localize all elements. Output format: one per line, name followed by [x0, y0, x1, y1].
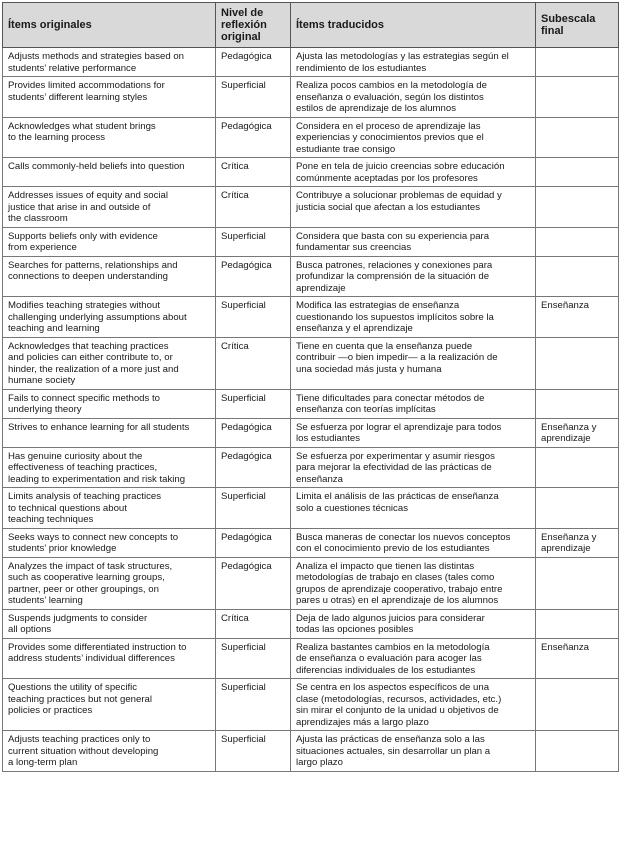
cell-translated-item: Limita el análisis de las prácticas de enseñanza solo a cuestiones técnicas — [291, 488, 536, 529]
cell-reflection-level: Crítica — [216, 337, 291, 389]
cell-reflection-level: Superficial — [216, 389, 291, 418]
cell-final-subscale — [536, 488, 619, 529]
cell-reflection-level: Crítica — [216, 187, 291, 228]
cell-reflection-level: Superficial — [216, 638, 291, 679]
table-row — [3, 158, 619, 187]
cell-final-subscale — [536, 609, 619, 638]
cell-reflection-level: Pedagógica — [216, 447, 291, 488]
cell-original-item: Acknowledges what student brings to the learning process — [3, 117, 216, 158]
table-row — [3, 609, 619, 638]
cell-original-item: Provides some differentiated instruction to address students’ individual differences — [3, 638, 216, 679]
table-row — [3, 488, 619, 529]
header-row — [3, 3, 619, 48]
cell-final-subscale — [536, 389, 619, 418]
cell-original-item: Adjusts methods and strategies based on students’ relative performance — [3, 48, 216, 77]
cell-final-subscale — [536, 337, 619, 389]
cell-translated-item: Ajusta las prácticas de enseñanza solo a las situaciones actuales, sin desarrollar un plan a largo plazo — [291, 731, 536, 772]
header-reflection-level: Nivel de reflexión original — [216, 3, 291, 48]
cell-translated-item: Considera en el proceso de aprendizaje las experiencias y conocimientos previos que el estudiante trae consigo — [291, 117, 536, 158]
cell-translated-item: Tiene dificultades para conectar métodos de enseñanza con teorías implícitas — [291, 389, 536, 418]
cell-reflection-level: Superficial — [216, 227, 291, 256]
table-row — [3, 77, 619, 118]
cell-final-subscale — [536, 679, 619, 731]
table-row — [3, 638, 619, 679]
cell-translated-item: Considera que basta con su experiencia para fundamentar sus creencias — [291, 227, 536, 256]
cell-final-subscale — [536, 447, 619, 488]
cell-reflection-level: Superficial — [216, 488, 291, 529]
cell-translated-item: Busca patrones, relaciones y conexiones para profundizar la comprensión de la situación de aprendizaje — [291, 256, 536, 297]
cell-translated-item: Deja de lado algunos juicios para considerar todas las opciones posibles — [291, 609, 536, 638]
cell-reflection-level: Pedagógica — [216, 117, 291, 158]
cell-translated-item: Se esfuerza por experimentar y asumir riesgos para mejorar la efectividad de las prácticas de enseñanza — [291, 447, 536, 488]
cell-final-subscale — [536, 557, 619, 609]
cell-translated-item: Busca maneras de conectar los nuevos conceptos con el conocimiento previo de los estudiantes — [291, 528, 536, 557]
cell-final-subscale — [536, 227, 619, 256]
cell-original-item: Adjusts teaching practices only to current situation without developing a long-term plan — [3, 731, 216, 772]
table-row — [3, 557, 619, 609]
cell-original-item: Searches for patterns, relationships and connections to deepen understanding — [3, 256, 216, 297]
table-row — [3, 679, 619, 731]
cell-translated-item: Modifica las estrategias de enseñanza cuestionando los supuestos implícitos sobre la enseñanza y el aprendizaje — [291, 297, 536, 338]
table-row — [3, 731, 619, 772]
cell-reflection-level: Superficial — [216, 731, 291, 772]
items-table — [2, 2, 619, 772]
cell-reflection-level: Pedagógica — [216, 418, 291, 447]
cell-original-item: Limits analysis of teaching practices to technical questions about teaching techniques — [3, 488, 216, 529]
table-row — [3, 227, 619, 256]
cell-original-item: Supports beliefs only with evidence from experience — [3, 227, 216, 256]
cell-original-item: Addresses issues of equity and social justice that arise in and outside of the classroom — [3, 187, 216, 228]
table-row — [3, 48, 619, 77]
cell-reflection-level: Pedagógica — [216, 48, 291, 77]
cell-final-subscale: Enseñanza — [536, 297, 619, 338]
table-row — [3, 447, 619, 488]
cell-reflection-level: Pedagógica — [216, 528, 291, 557]
header-original-items: Ítems originales — [3, 3, 216, 48]
table-row — [3, 337, 619, 389]
cell-final-subscale — [536, 256, 619, 297]
table-row — [3, 389, 619, 418]
cell-original-item: Suspends judgments to consider all options — [3, 609, 216, 638]
header-final-subscale: Subescala final — [536, 3, 619, 48]
cell-final-subscale — [536, 158, 619, 187]
cell-reflection-level: Superficial — [216, 297, 291, 338]
cell-original-item: Has genuine curiosity about the effectiveness of teaching practices, leading to experimentation and risk taking — [3, 447, 216, 488]
header-translated-items: Ítems traducidos — [291, 3, 536, 48]
cell-original-item: Acknowledges that teaching practices and policies can either contribute to, or hinder, the realization of a more just and humane society — [3, 337, 216, 389]
cell-original-item: Strives to enhance learning for all students — [3, 418, 216, 447]
cell-translated-item: Realiza pocos cambios en la metodología de enseñanza o evaluación, según los distintos estilos de aprendizaje de los alumnos — [291, 77, 536, 118]
cell-final-subscale — [536, 117, 619, 158]
cell-reflection-level: Superficial — [216, 679, 291, 731]
table-row — [3, 117, 619, 158]
cell-original-item: Fails to connect specific methods to underlying theory — [3, 389, 216, 418]
cell-original-item: Modifies teaching strategies without challenging underlying assumptions about teaching and learning — [3, 297, 216, 338]
cell-original-item: Seeks ways to connect new concepts to students’ prior knowledge — [3, 528, 216, 557]
table-row — [3, 528, 619, 557]
cell-translated-item: Pone en tela de juicio creencias sobre educación comúnmente aceptadas por los profesores — [291, 158, 536, 187]
table-row — [3, 187, 619, 228]
cell-reflection-level: Crítica — [216, 158, 291, 187]
cell-final-subscale — [536, 77, 619, 118]
cell-final-subscale — [536, 187, 619, 228]
cell-original-item: Provides limited accommodations for students’ different learning styles — [3, 77, 216, 118]
cell-original-item: Questions the utility of specific teaching practices but not general policies or practices — [3, 679, 216, 731]
cell-final-subscale — [536, 48, 619, 77]
cell-original-item: Calls commonly-held beliefs into question — [3, 158, 216, 187]
cell-reflection-level: Crítica — [216, 609, 291, 638]
cell-translated-item: Realiza bastantes cambios en la metodología de enseñanza o evaluación para acoger las diferencias individuales de los estudiantes — [291, 638, 536, 679]
table-row — [3, 418, 619, 447]
cell-translated-item: Analiza el impacto que tienen las distintas metodologías de trabajo en clases (tales como grupos de aprendizaje cooperativo, trabajo entre pares u otras) en el aprendizaje de los alumnos — [291, 557, 536, 609]
cell-final-subscale: Enseñanza — [536, 638, 619, 679]
cell-reflection-level: Pedagógica — [216, 557, 291, 609]
cell-original-item: Analyzes the impact of task structures, such as cooperative learning groups, partner, peer or other groupings, on students’ learning — [3, 557, 216, 609]
table-row — [3, 256, 619, 297]
table-row — [3, 297, 619, 338]
cell-translated-item: Ajusta las metodologías y las estrategias según el rendimiento de los estudiantes — [291, 48, 536, 77]
cell-final-subscale: Enseñanza y aprendizaje — [536, 528, 619, 557]
cell-reflection-level: Pedagógica — [216, 256, 291, 297]
cell-reflection-level: Superficial — [216, 77, 291, 118]
cell-translated-item: Tiene en cuenta que la enseñanza puede contribuir —o bien impedir— a la realización de una sociedad más justa y humana — [291, 337, 536, 389]
cell-final-subscale — [536, 731, 619, 772]
cell-final-subscale: Enseñanza y aprendizaje — [536, 418, 619, 447]
cell-translated-item: Se centra en los aspectos específicos de una clase (metodologías, recursos, actividades, etc.) sin mirar el conjunto de la unidad u objetivos de aprendizajes más a largo plazo — [291, 679, 536, 731]
cell-translated-item: Contribuye a solucionar problemas de equidad y justicia social que afectan a los estudiantes — [291, 187, 536, 228]
cell-translated-item: Se esfuerza por lograr el aprendizaje para todos los estudiantes — [291, 418, 536, 447]
